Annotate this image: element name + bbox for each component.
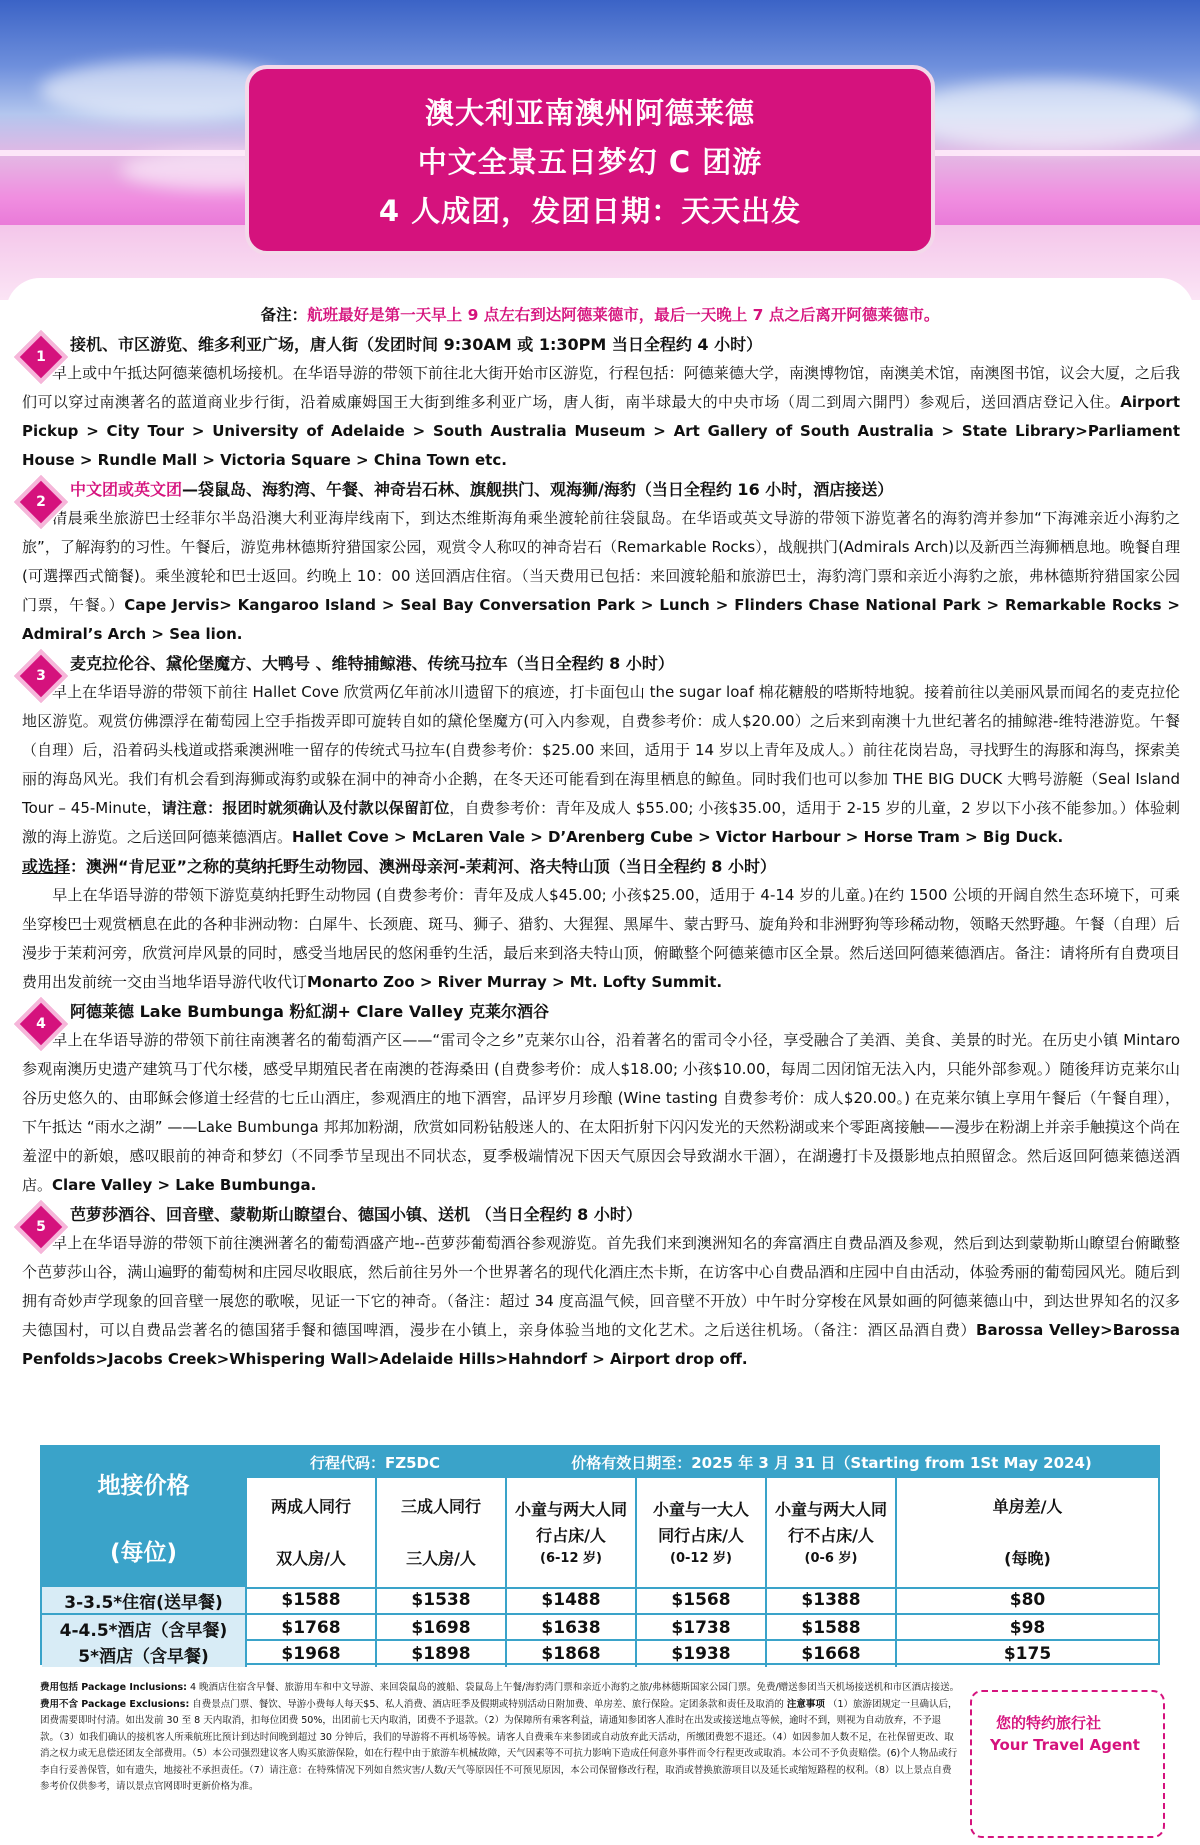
day-badge-3: 3 <box>14 649 68 703</box>
price-cell: $1698 <box>375 1615 505 1641</box>
price-table <box>40 1445 1160 1665</box>
price-cell: $1588 <box>245 1587 375 1613</box>
day-badge-2: 2 <box>14 475 68 529</box>
price-cell: $1868 <box>505 1641 635 1667</box>
day-3 <box>6 649 1194 852</box>
flight-note <box>6 304 1194 326</box>
alt-heading: 或选择：澳洲“肯尼亚”之称的莫纳托野生动物园、澳洲母亲河-茉莉河、洛夫特山顶（当日全程约 8 小时） <box>22 857 776 876</box>
col-header: 两成人同行 双人房/人 <box>245 1478 375 1587</box>
title-box <box>245 65 935 255</box>
hero-banner <box>0 0 1200 300</box>
day-4-route: Clare Valley > Lake Bumbunga. <box>52 1176 317 1194</box>
col-header: 小童与两大人同 行不占床/人 (0-6 岁) <box>765 1478 895 1587</box>
cloud <box>900 80 1200 150</box>
agent-label-en: Your Travel Agent <box>990 1736 1140 1754</box>
day-2-route: Cape Jervis> Kangaroo Island > Seal Bay Conversation Park > Lunch > Flinders Chase National Park > Remarkable Rocks > Admiral’s Arch > Sea lion. <box>22 596 1180 643</box>
price-cell: $175 <box>895 1641 1158 1667</box>
price-cell: $1668 <box>765 1641 895 1667</box>
col-header: 小童与一大人 同行占床/人 (0-12 岁) <box>635 1478 765 1587</box>
price-cell: $1768 <box>245 1615 375 1641</box>
day-5 <box>6 1200 1194 1374</box>
day-1-body: 早上或中午抵达阿德莱德机场接机。在华语导游的带领下前往北大街开始市区游览，行程包括：阿德莱德大学，南澳博物馆，南澳美术馆，南澳图书馆，议会大厦，之后我们可以穿过南澳著名的蓝道商业步行街，沿着威廉姆国王大街到维多利亚广场，唐人街，南半球最大的中央市场（周二到周六開門）参观后，送回酒店登记入住。Airport Pickup > City Tour > University of Adelaide > South Australia Museum > Art Gallery of South Australia > State Library>Parliament House > Rundle Mall > Victoria Square > China Town etc. <box>22 364 1180 469</box>
inclusions-text: 4 晚酒店住宿含早餐、旅游用车和中文导游、来回袋鼠岛的渡船、袋鼠岛上午餐/海豹湾门票和亲近小海豹之旅/弗林德斯国家公园门票。免费/赠送参团当天机场接送机和市区酒店接送。 <box>189 1682 960 1693</box>
day-1-heading: 接机、市区游览、维多利亚广场，唐人街（发团时间 9:30AM 或 1:30PM 当日全程约 4 小时） <box>70 335 763 354</box>
day-2 <box>6 475 1194 649</box>
price-cell: $1898 <box>375 1641 505 1667</box>
col-header: 单房差/人 (每晚) <box>895 1478 1158 1587</box>
day-badge-4: 4 <box>14 997 68 1051</box>
day-5-heading: 芭萝莎酒谷、回音壁、蒙勒斯山瞭望台、德国小镇、送机 （当日全程约 8 小时） <box>70 1205 642 1224</box>
col-header: 三成人同行 三人房/人 <box>375 1478 505 1587</box>
terms-label: 注意事项 <box>786 1698 825 1710</box>
day-2-tour-type: 中文团或英文团 <box>70 480 183 499</box>
itinerary-panel <box>6 278 1194 1423</box>
price-cell: $80 <box>895 1587 1158 1613</box>
day-5-body: 早上在华语导游的带领下前往澳洲著名的葡萄酒盛产地--芭萝莎葡萄酒谷参观游览。首先我们来到澳洲知名的奔富酒庄自费品酒及参观，然后到达到蒙勒斯山瞭望台俯瞰整个芭萝莎山谷，满山遍野的葡萄树和庄园尽收眼底，然后前往另外一个世界著名的现代化酒庄杰卡斯，在访客中心自费品酒和庄园中自由活动，体验秀丽的葡萄园风光。随后到拥有奇妙声学现象的回音壁一展您的歌喉，见证一下它的神奇。（备注：超过 34 度高温气候，回音壁不开放）中午时分穿梭在风景如画的阿德莱德山中，到达世界知名的汉多夫德国村，可以自费品尝著名的德国猪手餐和德国啤酒，漫步在小镇上，亲身体验当地的文化艺术。之后送往机场。（备注：酒区品酒自费）Barossa Velley>Barossa Penfolds>Jacobs Creek>Whispering Wall>Adelaide Hills>Hahndorf > Airport drop off. <box>22 1234 1180 1368</box>
day-3-route: Hallet Cove > McLaren Vale > D’Arenberg Cube > Victor Harbour > Horse Tram > Big Duck. <box>292 828 1064 846</box>
day-1 <box>6 330 1194 475</box>
row-label: 3-3.5*住宿(送早餐) <box>42 1587 245 1613</box>
day-4-heading: 阿德莱德 Lake Bumbunga 粉紅湖+ Clare Valley 克莱尔酒谷 <box>70 1002 549 1021</box>
agent-label-cn: 您的特约旅行社 <box>996 1714 1102 1732</box>
day-badge-5: 5 <box>14 1200 68 1254</box>
row-label: 5*酒店（含早餐) <box>42 1641 245 1667</box>
price-cell: $1938 <box>635 1641 765 1667</box>
day-5-route: Barossa Velley>Barossa Penfolds>Jacobs Creek>Whispering Wall>Adelaide Hills>Hahndorf > Airport drop off. <box>22 1321 1180 1368</box>
inclusions-label: 费用包括 Package Inclusions: <box>40 1682 187 1693</box>
price-cell: $1638 <box>505 1615 635 1641</box>
day-2-heading: 中文团或英文团—袋鼠岛、海豹湾、午餐、神奇岩石林、旗舰拱门、观海狮/海豹（当日全程约 16 小时，酒店接送） <box>70 480 894 499</box>
day-3-body: 早上在华语导游的带领下前往 Hallet Cove 欣赏两亿年前冰川遗留下的痕迹，打卡面包山 the sugar loaf 棉花糖般的嗒斯特地貌。接着前往以美丽风景而闻名的麦克拉伦地区游览。观赏仿佛漂浮在葡萄园上空手指拨弄即可旋转自如的黛伦堡魔方(可入内参观，自费参考价：成人$20.00）之后来到南澳十九世纪著名的捕鲸港-维特港游览。午餐（自理）后，沿着码头栈道或搭乘澳洲唯一留存的传统式马拉车(自费参考价：$25.00 来回，适用于 14 岁以上青年及成人。）前往花岗岩岛，寻找野生的海豚和海鸟，探索美丽的海岛风光。我们有机会看到海狮或海豹或躲在洞中的神奇小企鹅，在冬天还可能看到在海里栖息的鲸鱼。同时我们也可以参加 THE BIG DUCK 大鸭号游艇（Seal Island Tour – 45-Minute，请注意：报团时就须确认及付款以保留訂位，自费参考价：青年及成人 $55.00; 小孩$35.00，适用于 2-15 岁的儿童，2 岁以下小孩不能参加。）体验刺激的海上游览。之后送回阿德莱德酒店。Hallet Cove > McLaren Vale > D’Arenberg Cube > Victor Harbour > Horse Tram > Big Duck. <box>22 683 1180 846</box>
price-cell: $1738 <box>635 1615 765 1641</box>
col-header: 小童与两大人同 行占床/人 (6-12 岁) <box>505 1478 635 1587</box>
price-left-header: 地接价格 (每位) <box>42 1447 245 1587</box>
title-line-3: 4 人成团，发团日期：天天出发 <box>378 193 802 228</box>
note-label: 备注： <box>260 306 308 324</box>
title-line-1: 澳大利亚南澳州阿德莱德 <box>424 95 755 130</box>
day-1-route: Airport Pickup > City Tour > University of Adelaide > South Australia Museum > Art Gallery of South Australia > State Library>Parliament House > Rundle Mall > Victoria Square > China Town etc. <box>22 393 1180 469</box>
day-3-heading: 麦克拉伦谷、黛伦堡魔方、大鸭号 、维特捕鲸港、传统马拉车（当日全程约 8 小时） <box>70 654 674 673</box>
day-2-body: 清晨乘坐旅游巴士经菲尔半岛沿澳大利亚海岸线南下，到达杰维斯海角乘坐渡轮前往袋鼠岛。在华语或英文导游的带领下游览著名的海豹湾并参加“下海滩亲近小海豹之旅”，了解海豹的习性。午餐后，游览弗林德斯狩猎国家公园，观赏令人称叹的神奇岩石（Remarkable Rocks），战舰拱门(Admirals Arch)以及新西兰海狮栖息地。晚餐自理(可選擇西式簡餐)。乘坐渡轮和巴士返回。约晚上 10：00 送回酒店住宿。（当天费用已包括：来回渡轮船和旅游巴士，海豹湾门票和亲近小海豹之旅，弗林德斯狩猎国家公园门票，午餐。）Cape Jervis> Kangaroo Island > Seal Bay Conversation Park > Lunch > Flinders Chase National Park > Remarkable Rocks > Admiral’s Arch > Sea lion. <box>22 509 1180 643</box>
travel-agent-box <box>970 1690 1165 1838</box>
price-cell: $1568 <box>635 1587 765 1613</box>
price-cell: $1588 <box>765 1615 895 1641</box>
price-cell: $1388 <box>765 1587 895 1613</box>
day-4-body: 早上在华语导游的带领下前往南澳著名的葡萄酒产区——“雷司令之乡”克莱尔山谷，沿着著名的雷司令小径，享受融合了美酒、美食、美景的时光。在历史小镇 Mintaro 参观南澳历史遗产建筑马丁代尔楼，感受早期殖民者在南澳的苍海桑田 (自费参考价：成人$18.00; 小孩$10.00，每周二因闭馆无法入内，只能外部参观。）随後拜访克莱尔山谷历史悠久的、由耶稣会修道士经营的七丘山酒庄，参观酒庄的地下酒窖，品评岁月珍酿 (Wine tasting 自费参考价：成人$20.00。) 在克莱尔镇上享用午餐后（午餐自理），下午抵达 “雨水之湖” ——Lake Bumbunga 邦邦加粉湖，欣赏如同粉钻般迷人的、在太阳折射下闪闪发光的天然粉湖或来个零距离接触——漫步在粉湖上并亲手触摸这个尚在羞涩中的新娘，感叹眼前的神奇和梦幻（不同季节呈现出不同状态，夏季极端情况下因天气原因会导致湖水干涸），在湖邊打卡及摄影地点拍照留念。然后返回阿德莱德送酒店。Clare Valley > Lake Bumbunga. <box>22 1031 1180 1194</box>
terms-footer <box>40 1680 960 1796</box>
day-badge-1: 1 <box>14 330 68 384</box>
note-text: 航班最好是第一天早上 9 点左右到达阿德莱德市，最后一天晚上 7 点之后离开阿德莱德市。 <box>307 306 940 324</box>
price-cell: $1968 <box>245 1641 375 1667</box>
price-cell: $1538 <box>375 1587 505 1613</box>
day-4 <box>6 997 1194 1200</box>
exclusions-label: 费用不含 Package Exclusions: <box>40 1698 190 1710</box>
day-3-booking-note: 请注意：报团时就须确认及付款以保留訂位 <box>161 799 450 817</box>
price-validity: 价格有效日期至：2025 年 3 月 31 日（Starting from 1St May 2024) <box>571 1454 1092 1472</box>
title-line-2: 中文全景五日梦幻 C 团游 <box>417 144 763 179</box>
alt-body: 早上在华语导游的带领下游览莫纳托野生动物园 (自费参考价：青年及成人$45.00; 小孩$25.00，适用于 4-14 岁的儿童。)在约 1500 公顷的开阔自然生态环境下，可乘坐穿梭巴士观赏栖息在此的各种非洲动物：白犀牛、长颈鹿、斑马、狮子、猎豹、大猩猩、黑犀牛、蒙古野马、旋角羚和非洲野狗等珍稀动物，领略天然野趣。午餐（自理）后漫步于茉莉河旁，欣赏河岸风景的同时，感受当地居民的悠闲垂钓生活，最后来到洛夫特山顶，俯瞰整个阿德莱德市区全景。然后送回阿德莱德酒店。备注：请将所有自费项目费用出发前统一交由当地华语导游代收代订Monarto Zoo > River Murray > Mt. Lofty Summit. <box>22 886 1180 991</box>
day-3-alternative <box>6 852 1194 997</box>
tour-code: 行程代码：FZ5DC <box>309 1454 441 1472</box>
alt-label: 或选择 <box>22 857 71 876</box>
price-cell: $98 <box>895 1615 1158 1641</box>
exclusions-text: 自费景点门票、餐饮、导游小费每人每天$5、私人消费、酒店旺季及假期或特别活动日附加费、单房差、旅行保险。定团条款和责任及取消的 <box>192 1698 784 1710</box>
terms-text: （1）旅游团规定一旦确认后，团费需要即时付清。如出发前 30 至 8 天内取消，扣每位团费 50%，出团前七天内取消，团费不予退款。（2）为保障所有乘客利益，请通知参团客人准时在出发或接送地点等候，逾时不到，则视为自动放弃，不予退款。（3）如我们确认的接机客人所乘航班比预计到达时间晚到超过 30 分钟后，我们的导游将不再机场等候。请客人自费乘车来参团或自动放弃此天活动，所缴团费恕不退还。（4）如因参加人数不足，在社保留更改、取消之权力或无息偿还团友全部费用。（5）本公司强烈建议客人购买旅游保险，如在行程中由于旅游车机械故障，天气因素等不可抗力影响下造成任何意外事件而令行程更改或取消。本公司不予负责赔偿。(6)个人物品或行李自行妥善保管，如有遗失，地接社不承担责任。（7）请注意：在特殊情况下列如自然灾害/人数/天气等原因任不可预见原因，本公司保留修改行程，取消或替换旅游项目以及延长或缩短路程的权利。（8）以上景点自费参考价仅供参考，请以景点官网即时更新价格为准。 <box>40 1698 958 1792</box>
alt-route: Monarto Zoo > River Murray > Mt. Lofty Summit. <box>307 973 723 991</box>
row-label: 4-4.5*酒店（含早餐) <box>42 1615 245 1641</box>
price-cell: $1488 <box>505 1587 635 1613</box>
